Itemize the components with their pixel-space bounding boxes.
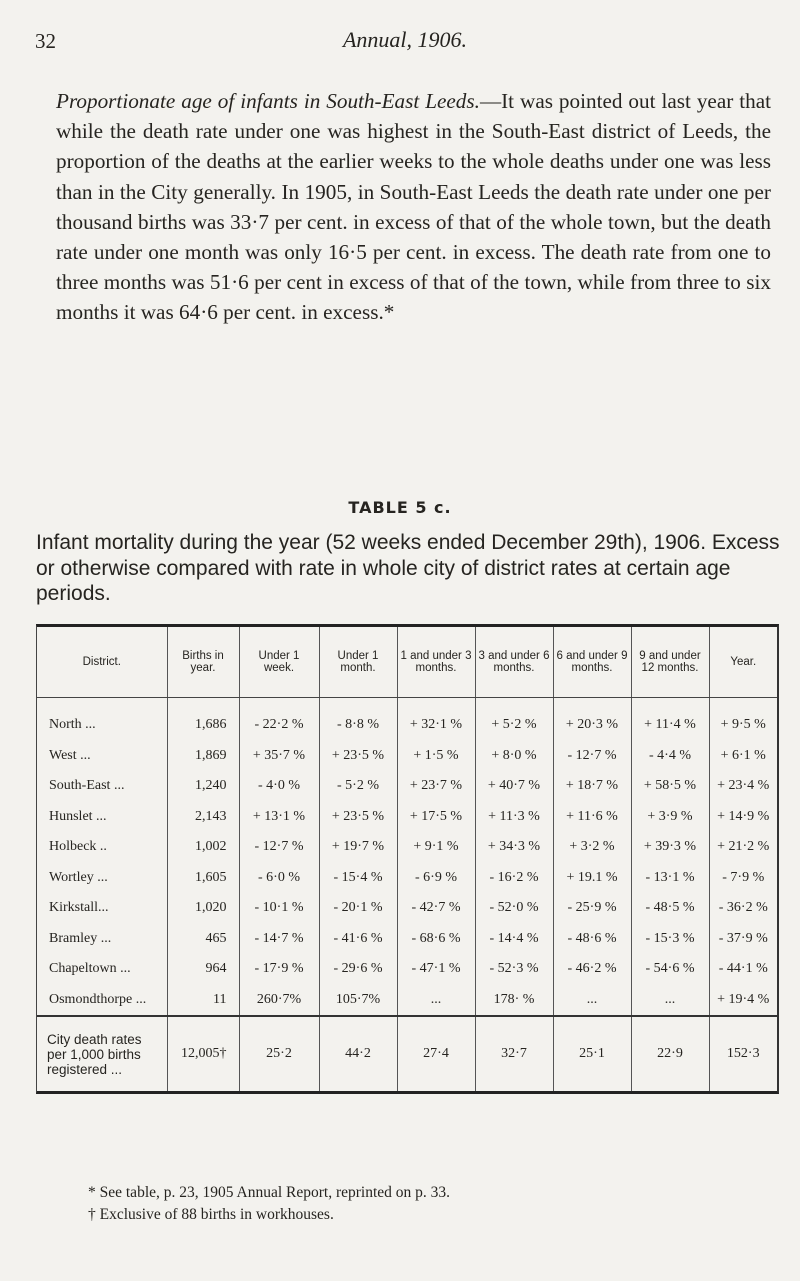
rate-cell: - 46·2 % bbox=[553, 954, 631, 985]
rate-cell: - 4·0 % bbox=[239, 771, 319, 802]
city-total-row bbox=[37, 1016, 777, 1091]
column-header: District. bbox=[37, 627, 167, 698]
rate-cell: - 13·1 % bbox=[631, 863, 709, 894]
rate-cell: - 48·5 % bbox=[631, 893, 709, 924]
rate-cell: - 48·6 % bbox=[553, 924, 631, 955]
rate-cell: + 3·9 % bbox=[631, 802, 709, 833]
rate-cell: + 6·1 % bbox=[709, 741, 777, 772]
rate-cell: - 20·1 % bbox=[319, 893, 397, 924]
rate-cell: - 36·2 % bbox=[709, 893, 777, 924]
rate-cell: + 23·5 % bbox=[319, 741, 397, 772]
table-caption: Infant mortality during the year (52 weeks ended December 29th), 1906. Excess or otherwise compared with rate in whole city of district rates at certain age periods. bbox=[36, 531, 780, 605]
column-header: Year. bbox=[709, 627, 777, 698]
rate-cell: + 32·1 % bbox=[397, 698, 475, 741]
rate-cell: - 4·4 % bbox=[631, 741, 709, 772]
table-row bbox=[37, 954, 777, 985]
rate-cell: - 15·4 % bbox=[319, 863, 397, 894]
births-cell: 1,002 bbox=[167, 832, 239, 863]
rate-cell: ... bbox=[553, 985, 631, 1017]
district-cell: Hunslet ... bbox=[49, 808, 107, 824]
rate-cell: + 14·9 % bbox=[709, 802, 777, 833]
rate-cell: 105·7% bbox=[319, 985, 397, 1017]
rate-cell: - 6·9 % bbox=[397, 863, 475, 894]
district-cell: North ... bbox=[49, 717, 96, 733]
column-header: 1 and under 3 months. bbox=[397, 627, 475, 698]
intro-lead: Proportionate age of infants in South-East Leeds. bbox=[56, 89, 480, 113]
table-row bbox=[37, 924, 777, 955]
footnote: † Exclusive of 88 births in workhouses. bbox=[88, 1206, 334, 1223]
rate-cell: - 12·7 % bbox=[553, 741, 631, 772]
rate-cell: + 11·4 % bbox=[631, 698, 709, 741]
intro-body: —It was pointed out last year that while the death rate under one was highest in the South-East district of Leeds, the proportion of the deaths at the earlier weeks to the whole deaths under one was less than in the City generally. In 1905, in South-East Leeds the death rate under one per thousand births was 33·7 per cent. in excess of that of the whole town, but the death rate under one month was only 16·5 per cent. in excess. The death rate from one to three months was 51·6 per cent in excess of that of the town, while from three to six months it was 64·6 per cent. in excess.* bbox=[56, 89, 771, 325]
rate-cell: + 58·5 % bbox=[631, 771, 709, 802]
rate-cell: - 41·6 % bbox=[319, 924, 397, 955]
table-row bbox=[37, 741, 777, 772]
rate-cell: 178· % bbox=[475, 985, 553, 1017]
rate-cell: + 40·7 % bbox=[475, 771, 553, 802]
births-cell: 1,605 bbox=[167, 863, 239, 894]
column-header: Under 1 month. bbox=[319, 627, 397, 698]
district-cell: Chapeltown ... bbox=[49, 961, 131, 977]
rate-cell: + 1·5 % bbox=[397, 741, 475, 772]
rate-cell: + 13·1 % bbox=[239, 802, 319, 833]
births-cell: 1,240 bbox=[167, 771, 239, 802]
table-label: TABLE 5 c. bbox=[348, 498, 452, 517]
births-cell: 1,020 bbox=[167, 893, 239, 924]
rate-cell: - 25·9 % bbox=[553, 893, 631, 924]
rate-cell: - 7·9 % bbox=[709, 863, 777, 894]
intro-paragraph bbox=[56, 86, 771, 328]
rate-cell: + 35·7 % bbox=[239, 741, 319, 772]
column-header: Births in year. bbox=[167, 627, 239, 698]
column-header: 9 and under 12 months. bbox=[631, 627, 709, 698]
district-cell: Holbeck .. bbox=[49, 839, 107, 855]
rate-cell: - 5·2 % bbox=[319, 771, 397, 802]
page-header bbox=[35, 27, 775, 61]
births-cell: 2,143 bbox=[167, 802, 239, 833]
page-number: 32 bbox=[35, 29, 56, 53]
table-row bbox=[37, 832, 777, 863]
rate-cell: - 54·6 % bbox=[631, 954, 709, 985]
rate-cell: - 14·4 % bbox=[475, 924, 553, 955]
rate-cell: + 23·5 % bbox=[319, 802, 397, 833]
rate-cell: 25·2 bbox=[239, 1016, 319, 1091]
rate-cell: - 14·7 % bbox=[239, 924, 319, 955]
births-cell: 1,869 bbox=[167, 741, 239, 772]
footnote: * See table, p. 23, 1905 Annual Report, reprinted on p. 33. bbox=[88, 1184, 451, 1201]
rate-cell: - 52·3 % bbox=[475, 954, 553, 985]
rate-cell: + 18·7 % bbox=[553, 771, 631, 802]
rate-cell: - 52·0 % bbox=[475, 893, 553, 924]
district-cell: Osmondthorpe ... bbox=[49, 991, 147, 1007]
running-title: Annual, 1906. bbox=[342, 27, 468, 52]
rate-cell: - 68·6 % bbox=[397, 924, 475, 955]
births-cell: 465 bbox=[167, 924, 239, 955]
rate-cell: - 15·3 % bbox=[631, 924, 709, 955]
mortality-table bbox=[36, 624, 779, 1094]
rate-cell: - 10·1 % bbox=[239, 893, 319, 924]
rate-cell: + 19·4 % bbox=[709, 985, 777, 1017]
rate-cell: 260·7% bbox=[239, 985, 319, 1017]
table-row bbox=[37, 893, 777, 924]
rate-cell: + 5·2 % bbox=[475, 698, 553, 741]
rate-cell: + 11·6 % bbox=[553, 802, 631, 833]
district-cell: Kirkstall... bbox=[49, 900, 109, 916]
rate-cell: + 17·5 % bbox=[397, 802, 475, 833]
births-cell: 11 bbox=[167, 985, 239, 1017]
rate-cell: + 8·0 % bbox=[475, 741, 553, 772]
rate-cell: - 37·9 % bbox=[709, 924, 777, 955]
rate-cell: + 21·2 % bbox=[709, 832, 777, 863]
rate-cell: 22·9 bbox=[631, 1016, 709, 1091]
rate-cell: + 19.1 % bbox=[553, 863, 631, 894]
births-cell: 1,686 bbox=[167, 698, 239, 741]
table-row bbox=[37, 863, 777, 894]
rate-cell: - 12·7 % bbox=[239, 832, 319, 863]
rate-cell: - 22·2 % bbox=[239, 698, 319, 741]
district-cell: South-East ... bbox=[49, 778, 125, 794]
rate-cell: 152·3 bbox=[709, 1016, 777, 1091]
rate-cell: ... bbox=[397, 985, 475, 1017]
rate-cell: - 29·6 % bbox=[319, 954, 397, 985]
rate-cell: + 9·1 % bbox=[397, 832, 475, 863]
table-row bbox=[37, 802, 777, 833]
table-body bbox=[37, 698, 777, 1092]
rate-cell: - 8·8 % bbox=[319, 698, 397, 741]
births-cell: 964 bbox=[167, 954, 239, 985]
rate-cell: - 6·0 % bbox=[239, 863, 319, 894]
district-cell: Wortley ... bbox=[49, 869, 108, 885]
district-cell: City death rates per 1,000 births registered ... bbox=[37, 1016, 167, 1091]
rate-cell: + 19·7 % bbox=[319, 832, 397, 863]
rate-cell: - 17·9 % bbox=[239, 954, 319, 985]
rate-cell: + 9·5 % bbox=[709, 698, 777, 741]
rate-cell: - 47·1 % bbox=[397, 954, 475, 985]
district-cell: West ... bbox=[49, 747, 91, 763]
births-cell: 12,005† bbox=[167, 1016, 239, 1091]
rate-cell: ... bbox=[631, 985, 709, 1017]
column-header: 6 and under 9 months. bbox=[553, 627, 631, 698]
rate-cell: 25·1 bbox=[553, 1016, 631, 1091]
rate-cell: - 42·7 % bbox=[397, 893, 475, 924]
rate-cell: + 20·3 % bbox=[553, 698, 631, 741]
rate-cell: 27·4 bbox=[397, 1016, 475, 1091]
rate-cell: + 3·2 % bbox=[553, 832, 631, 863]
column-header: Under 1 week. bbox=[239, 627, 319, 698]
rate-cell: - 44·1 % bbox=[709, 954, 777, 985]
table-row bbox=[37, 698, 777, 741]
district-cell: Bramley ... bbox=[49, 930, 112, 946]
footnotes bbox=[88, 1182, 778, 1226]
rate-cell: + 23·4 % bbox=[709, 771, 777, 802]
rate-cell: 32·7 bbox=[475, 1016, 553, 1091]
column-header: 3 and under 6 months. bbox=[475, 627, 553, 698]
rate-cell: + 23·7 % bbox=[397, 771, 475, 802]
rate-cell: 44·2 bbox=[319, 1016, 397, 1091]
rate-cell: + 34·3 % bbox=[475, 832, 553, 863]
table-row bbox=[37, 771, 777, 802]
rate-cell: - 16·2 % bbox=[475, 863, 553, 894]
rate-cell: + 11·3 % bbox=[475, 802, 553, 833]
table-row bbox=[37, 985, 777, 1017]
rate-cell: + 39·3 % bbox=[631, 832, 709, 863]
table-header-row bbox=[37, 627, 777, 698]
